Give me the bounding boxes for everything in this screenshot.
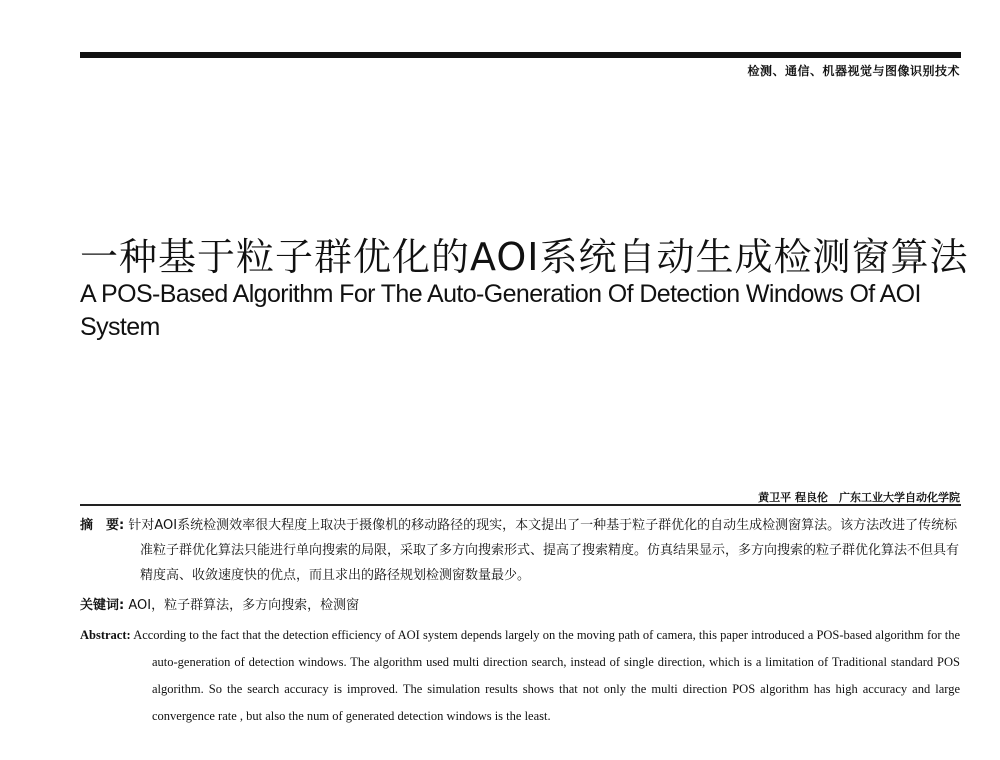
abstract-english	[80, 622, 960, 730]
abstract-chinese-text: 针对AOI系统检测效率很大程度上取决于摄像机的移动路径的现实，本文提出了一种基于粒子群优化的自动生成检测窗算法。该方法改进了传统标准粒子群优化算法只能进行单向搜索的局限，采取了多方向搜索形式、提高了搜索精度。仿真结果显示，多方向搜索的粒子群优化算法不但具有精度高、收敛速度快的优点，而且求出的路径规划检测窗数量最少。	[128, 518, 960, 583]
abstract-english-label: Abstract:	[80, 628, 131, 642]
abstract-chinese-label: 摘 要:	[80, 518, 125, 533]
keywords-label: 关键词:	[80, 598, 125, 613]
divider-rule	[80, 504, 961, 506]
abstract-english-text: According to the fact that the detection efficiency of AOI system depends largely on the moving path of camera, this paper introduced a POS-based algorithm for the auto-generation of detection windows. The algorithm used multi direction search, instead of single direction, which is a limitation of Traditional standard POS algorithm. So the search accuracy is improved. The simulation results shows that not only the multi direction POS algorithm has high accuracy and large convergence rate , but also the num of generated detection windows is the least.	[133, 628, 960, 723]
abstract-chinese	[80, 513, 960, 588]
authors-affiliation: 黄卫平 程良伦 广东工业大学自动化学院	[758, 491, 960, 504]
title-chinese: 一种基于粒子群优化的AOI系统自动生成检测窗算法	[80, 235, 969, 279]
journal-section-header: 检测、通信、机器视觉与图像识别技术	[747, 64, 960, 78]
top-rule	[80, 52, 961, 58]
keywords	[80, 594, 359, 613]
title-english: A POS-Based Algorithm For The Auto-Generation Of Detection Windows Of AOI System	[80, 280, 921, 341]
keywords-text: AOI，粒子群算法，多方向搜索，检测窗	[128, 598, 360, 613]
